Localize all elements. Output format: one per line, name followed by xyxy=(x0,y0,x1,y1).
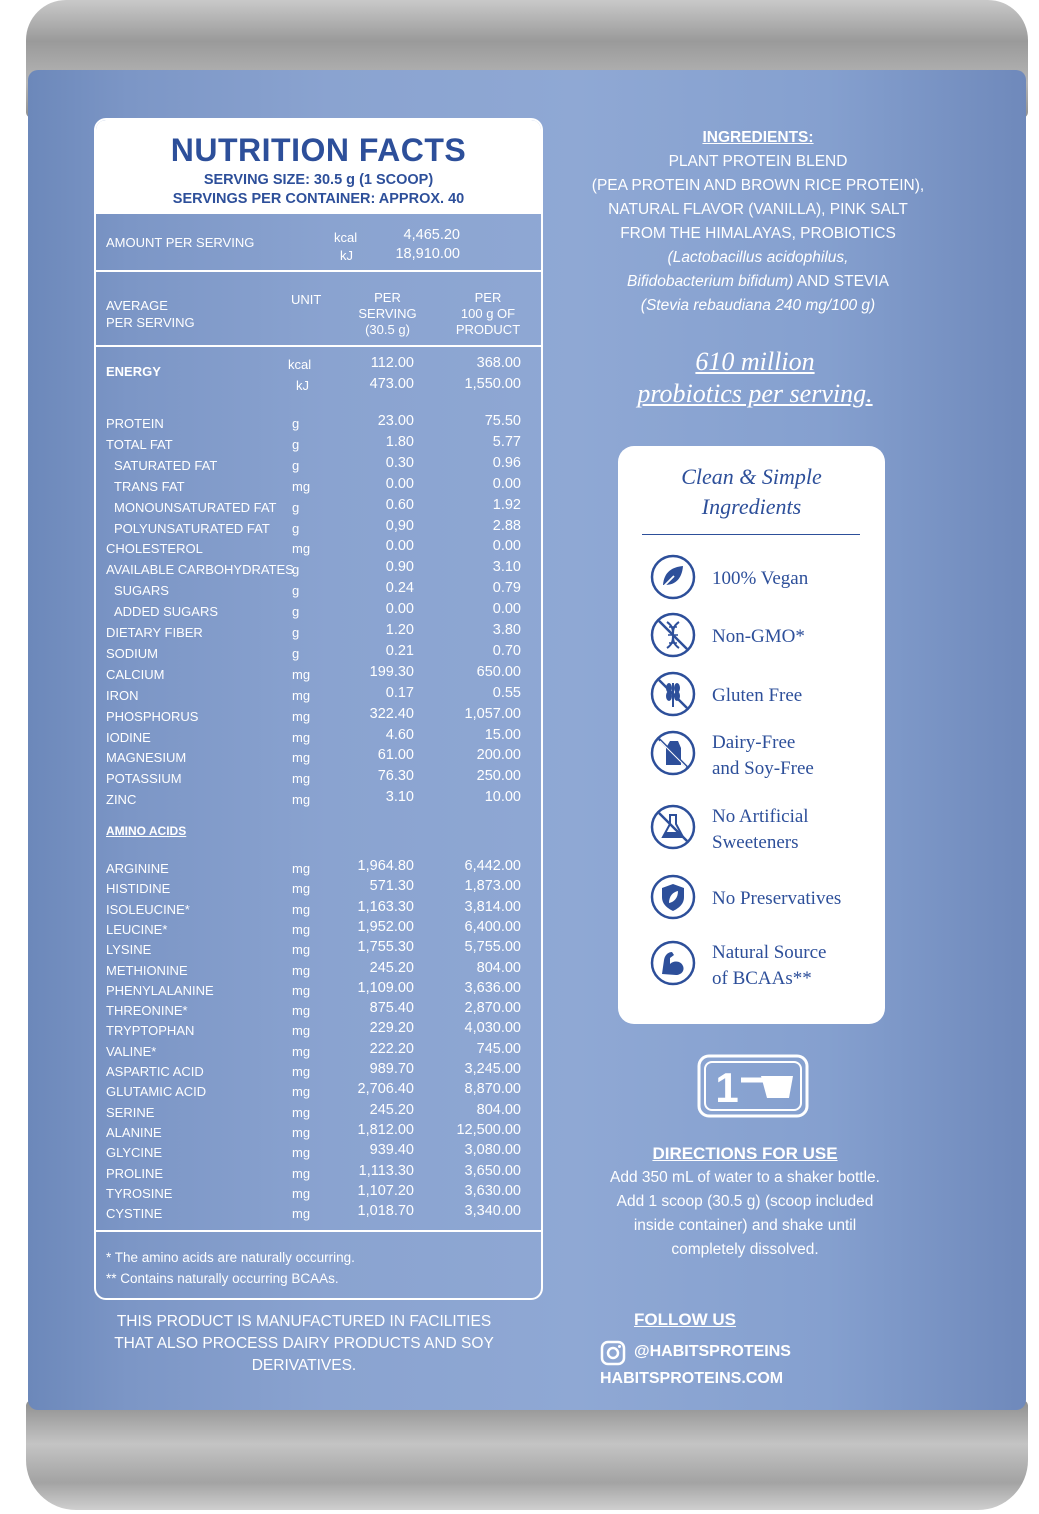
row-unit: mg xyxy=(292,921,311,937)
row-per-100g: 3,650.00 xyxy=(464,1162,521,1179)
row-per-100g: 804.00 xyxy=(476,1101,521,1118)
row-per-serving: 3.10 xyxy=(385,789,414,806)
ingredients-line: (Stevia rebaudiana 240 mg/100 g) xyxy=(640,297,876,314)
row-per-serving: 1,113.30 xyxy=(358,1162,414,1179)
instagram-icon xyxy=(600,1340,626,1366)
row-name: SODIUM xyxy=(106,645,158,661)
col-serving-g: (30.5 g) xyxy=(365,322,410,337)
row-unit: g xyxy=(292,457,300,473)
feature-label-line: Natural Source xyxy=(712,942,827,963)
nutrition-title: NUTRITION FACTS xyxy=(170,132,467,168)
row-unit: mg xyxy=(292,1145,311,1161)
row-per-serving: 989.70 xyxy=(369,1061,414,1077)
row-per-100g: 804.00 xyxy=(476,959,521,976)
row-per-serving: 222.20 xyxy=(369,1040,414,1057)
row-per-100g: 8,870.00 xyxy=(464,1081,521,1098)
probiotics-line: 610 million xyxy=(695,347,815,376)
col-per100-b: 100 g OF xyxy=(460,306,516,321)
row-per-serving: 2,706.40 xyxy=(357,1081,414,1098)
row-per-100g: 5.77 xyxy=(492,433,521,450)
amount-value-kcal: 4,465.20 xyxy=(403,227,460,243)
serving-size: SERVING SIZE: 30.5 g (1 SCOOP) xyxy=(203,172,434,188)
nutrition-facts-panel xyxy=(94,118,543,1300)
divider xyxy=(96,345,541,347)
divider xyxy=(96,270,541,272)
feature-vegan xyxy=(650,554,880,604)
row-unit: mg xyxy=(292,881,311,897)
nutrition-header xyxy=(96,120,541,214)
row-name: CYSTINE xyxy=(106,1206,163,1222)
energy-per100-kcal: 368.00 xyxy=(476,355,521,371)
ingredients-line: NATURAL FLAVOR (VANILLA), PINK SALT xyxy=(608,201,908,218)
feature-label xyxy=(712,804,809,856)
row-per-serving: 0.30 xyxy=(385,454,414,471)
row-name: PHENYLALANINE xyxy=(106,982,214,998)
row-name: ADDED SUGARS xyxy=(114,604,219,620)
row-per-100g: 3.80 xyxy=(492,622,521,638)
probiotics-line: probiotics per serving. xyxy=(637,379,873,408)
card-title-line: Clean & Simple xyxy=(681,464,822,489)
row-unit: mg xyxy=(292,901,311,917)
amount-unit-kj: kJ xyxy=(340,248,353,263)
row-name: PHOSPHORUS xyxy=(106,708,199,724)
row-name: AVAILABLE CARBOHYDRATES xyxy=(106,562,294,578)
row-per-100g: 3.10 xyxy=(492,559,521,576)
row-name: GLYCINE xyxy=(106,1145,163,1161)
feature-label: Non-GMO* xyxy=(712,626,805,647)
directions-line: completely dissolved. xyxy=(671,1241,819,1258)
shield-leaf-icon xyxy=(650,874,696,920)
row-unit: mg xyxy=(292,861,311,876)
row-unit: mg xyxy=(292,750,311,766)
row-name: PROLINE xyxy=(106,1165,164,1181)
row-unit: g xyxy=(292,416,300,431)
row-per-serving: 23.00 xyxy=(377,413,414,429)
feature-bcaas xyxy=(650,940,880,990)
feature-label xyxy=(712,730,814,782)
row-per-serving: 1,018.70 xyxy=(357,1203,414,1220)
amount-per-serving-label: AMOUNT PER SERVING xyxy=(106,235,255,250)
ingredients-line xyxy=(588,270,928,294)
row-per-100g: 0.96 xyxy=(492,454,521,471)
row-per-serving: 1,964.80 xyxy=(357,858,414,874)
row-per-serving: 4.60 xyxy=(385,726,414,743)
row-per-100g: 0.00 xyxy=(492,475,521,492)
feature-no-preservatives xyxy=(650,874,880,924)
row-per-100g: 15.00 xyxy=(484,726,521,743)
row-per-100g: 0.00 xyxy=(492,601,521,618)
row-unit: mg xyxy=(292,1124,311,1140)
row-per-100g: 0.55 xyxy=(492,684,521,701)
feature-dairy-soy-free xyxy=(650,730,880,780)
row-per-100g: 2,870.00 xyxy=(464,1000,521,1017)
row-name: POTASSIUM xyxy=(106,771,182,787)
row-per-serving: 875.40 xyxy=(369,1000,414,1017)
instagram-handle[interactable]: @HABITSPROTEINS xyxy=(634,1343,791,1360)
row-unit: g xyxy=(292,436,300,452)
feature-gluten-free xyxy=(650,671,880,721)
row-per-serving: 571.30 xyxy=(369,878,414,895)
row-unit: mg xyxy=(292,1206,311,1222)
feature-label-line: of BCAAs** xyxy=(712,968,812,989)
row-unit: mg xyxy=(292,1023,311,1039)
ingredients-line: (Lactobacillus acidophilus, xyxy=(667,249,849,266)
row-unit: g xyxy=(292,583,300,599)
row-unit: mg xyxy=(292,962,311,978)
row-unit: mg xyxy=(292,1043,311,1059)
energy-serving-kj: 473.00 xyxy=(369,376,414,392)
row-per-100g: 3,080.00 xyxy=(464,1142,521,1159)
card-divider xyxy=(642,534,860,535)
feature-label: 100% Vegan xyxy=(712,568,809,589)
row-name: POLYUNSATURATED FAT xyxy=(114,520,270,536)
row-unit: mg xyxy=(292,942,311,958)
row-per-100g: 3,630.00 xyxy=(464,1182,521,1199)
row-per-serving: 229.20 xyxy=(369,1020,414,1037)
flask-crossed-icon xyxy=(650,804,696,850)
row-unit: mg xyxy=(292,771,311,787)
row-name: THREONINE* xyxy=(106,1003,188,1019)
row-name: DIETARY FIBER xyxy=(106,625,203,640)
muscle-arm-icon xyxy=(650,940,696,986)
milk-carton-crossed-icon xyxy=(650,730,696,776)
row-per-serving: 0.21 xyxy=(385,642,414,659)
row-per-100g: 1,873.00 xyxy=(464,878,521,895)
row-per-100g: 0.70 xyxy=(492,642,521,659)
leaf-icon xyxy=(650,554,696,600)
feature-label xyxy=(712,940,826,992)
row-name: ARGININE xyxy=(106,861,169,876)
row-per-100g: 75.50 xyxy=(484,413,521,429)
row-per-serving: 0.24 xyxy=(385,580,414,597)
directions-line: Add 350 mL of water to a shaker bottle. xyxy=(610,1169,880,1186)
row-name: SERINE xyxy=(106,1104,155,1120)
row-per-serving: 199.30 xyxy=(369,663,414,680)
feature-label-line: Sweeteners xyxy=(712,832,799,853)
amount-unit-kcal: kcal xyxy=(334,230,358,245)
row-unit: mg xyxy=(292,1064,311,1079)
row-per-serving: 0.17 xyxy=(385,684,414,701)
row-per-serving: 1,163.30 xyxy=(357,898,414,915)
row-per-serving: 0,90 xyxy=(385,517,414,534)
row-per-100g: 3,245.00 xyxy=(464,1061,521,1077)
row-unit: mg xyxy=(292,687,311,703)
card-title-line: Ingredients xyxy=(701,494,802,519)
row-per-100g: 0.79 xyxy=(492,580,521,597)
row-unit: mg xyxy=(292,1165,311,1181)
feature-non-gmo xyxy=(650,612,880,662)
row-name: ISOLEUCINE* xyxy=(106,901,190,917)
row-per-serving: 1,755.30 xyxy=(357,939,414,956)
row-unit: g xyxy=(292,562,300,578)
row-name: SATURATED FAT xyxy=(114,457,218,473)
divider xyxy=(96,1230,541,1232)
energy-serving-kcal: 112.00 xyxy=(370,355,414,371)
col-serving: SERVING xyxy=(358,306,417,321)
row-per-100g: 650.00 xyxy=(476,663,521,680)
feature-label: Gluten Free xyxy=(712,685,803,706)
clean-simple-card xyxy=(618,446,885,1024)
row-unit: mg xyxy=(292,792,311,808)
row-name: METHIONINE xyxy=(106,962,188,978)
energy-label: ENERGY xyxy=(106,364,161,379)
row-name: MONOUNSATURATED FAT xyxy=(114,499,277,515)
row-per-serving: 0.60 xyxy=(385,496,414,513)
row-per-serving: 0.90 xyxy=(385,559,414,576)
scoop-number: 1 xyxy=(715,1064,739,1111)
row-name: HISTIDINE xyxy=(106,881,171,897)
row-unit: g xyxy=(292,604,300,620)
row-name: GLUTAMIC ACID xyxy=(106,1084,207,1100)
row-per-100g: 4,030.00 xyxy=(464,1020,521,1037)
row-per-serving: 939.40 xyxy=(369,1142,414,1159)
row-name: CHOLESTEROL xyxy=(106,541,203,557)
ingredients-block xyxy=(588,126,928,318)
ingredients-line: (PEA PROTEIN AND BROWN RICE PROTEIN), xyxy=(591,177,925,194)
row-per-100g: 745.00 xyxy=(476,1040,521,1057)
row-per-100g: 6,442.00 xyxy=(464,858,521,874)
row-per-serving: 1,107.20 xyxy=(357,1182,414,1199)
row-name: TRANS FAT xyxy=(114,478,185,494)
directions-title: DIRECTIONS FOR USE xyxy=(652,1144,838,1163)
row-per-serving: 245.20 xyxy=(369,1101,414,1118)
row-per-100g: 0.00 xyxy=(492,538,521,555)
row-name: LEUCINE* xyxy=(106,921,168,937)
row-unit: mg xyxy=(292,1104,311,1120)
row-name: VALINE* xyxy=(106,1043,157,1059)
row-unit: mg xyxy=(292,478,311,494)
dna-crossed-icon xyxy=(650,612,696,658)
amount-value-kj: 18,910.00 xyxy=(395,246,460,262)
ingredients-title: INGREDIENTS: xyxy=(702,129,814,146)
row-name: CALCIUM xyxy=(106,666,165,682)
feature-label: No Preservatives xyxy=(712,888,842,909)
wheat-crossed-icon xyxy=(650,671,696,717)
row-per-serving: 61.00 xyxy=(377,747,414,764)
row-name: ASPARTIC ACID xyxy=(106,1064,204,1079)
row-per-100g: 6,400.00 xyxy=(464,918,521,935)
ingredients-stevia: AND STEVIA xyxy=(793,273,889,290)
feature-no-artificial-sweeteners xyxy=(650,804,880,854)
row-unit: mg xyxy=(292,982,311,998)
row-unit: mg xyxy=(292,729,311,745)
row-per-100g: 12,500.00 xyxy=(456,1121,521,1138)
row-per-serving: 0.00 xyxy=(385,601,414,618)
ingredients-line: FROM THE HIMALAYAS, PROBIOTICS xyxy=(620,225,896,242)
row-name: MAGNESIUM xyxy=(106,750,187,766)
footnote-bcaa: ** Contains naturally occurring BCAAs. xyxy=(106,1271,339,1286)
row-name: PROTEIN xyxy=(106,416,164,431)
row-per-100g: 3,340.00 xyxy=(464,1203,521,1220)
row-unit: mg xyxy=(292,708,311,724)
row-name: ALANINE xyxy=(106,1124,162,1140)
row-name: LYSINE xyxy=(106,942,152,958)
col-unit: UNIT xyxy=(291,292,322,307)
directions-line: Add 1 scoop (30.5 g) (scoop included xyxy=(616,1193,874,1210)
row-unit: mg xyxy=(292,1084,311,1100)
footnote-amino: * The amino acids are naturally occurring. xyxy=(106,1250,355,1265)
row-name: SUGARS xyxy=(114,583,169,599)
feature-label-line: No Artificial xyxy=(712,806,809,827)
row-per-100g: 10.00 xyxy=(484,789,521,806)
row-unit: g xyxy=(292,520,300,536)
row-per-100g: 5,755.00 xyxy=(464,939,521,956)
row-per-100g: 1,057.00 xyxy=(464,705,521,722)
row-unit: mg xyxy=(292,1003,311,1019)
row-name: TRYPTOPHAN xyxy=(106,1023,195,1039)
directions-block xyxy=(590,1142,900,1262)
can-base xyxy=(26,1400,1028,1510)
col-average: AVERAGE xyxy=(106,298,168,313)
row-per-100g: 250.00 xyxy=(476,768,521,785)
follow-us-label: FOLLOW US xyxy=(634,1310,736,1329)
row-unit: g xyxy=(292,499,300,515)
row-name: TYROSINE xyxy=(106,1185,173,1201)
row-name: IRON xyxy=(106,687,139,703)
row-per-serving: 1.20 xyxy=(385,622,414,638)
probiotics-claim xyxy=(600,346,910,410)
energy-per100-kj: 1,550.00 xyxy=(464,376,521,392)
row-per-serving: 322.40 xyxy=(369,705,414,722)
row-per-serving: 1.80 xyxy=(385,433,414,450)
col-per-serving: PER SERVING xyxy=(106,315,195,330)
row-per-serving: 0.00 xyxy=(385,538,414,555)
servings-per-container: SERVINGS PER CONTAINER: APPROX. 40 xyxy=(172,191,465,207)
website-link[interactable]: HABITSPROTEINS.COM xyxy=(600,1370,784,1387)
row-per-serving: 1,109.00 xyxy=(357,979,414,996)
energy-unit-kcal: kcal xyxy=(288,357,312,372)
row-per-serving: 0.00 xyxy=(385,475,414,492)
row-per-100g: 3,636.00 xyxy=(464,979,521,996)
row-per-100g: 2.88 xyxy=(492,517,521,534)
row-per-serving: 245.20 xyxy=(369,959,414,976)
scoop-icon xyxy=(697,1054,809,1118)
row-per-100g: 200.00 xyxy=(476,747,521,764)
row-unit: mg xyxy=(292,666,311,682)
feature-label-line: and Soy-Free xyxy=(712,758,814,779)
row-per-100g: 1.92 xyxy=(492,496,521,513)
directions-line: inside container) and shake until xyxy=(633,1217,857,1234)
ingredients-species: Bifidobacterium bifidum) xyxy=(627,273,794,290)
row-per-serving: 1,952.00 xyxy=(357,918,414,935)
row-per-100g: 3,814.00 xyxy=(464,898,521,915)
ingredients-line: PLANT PROTEIN BLEND xyxy=(668,153,848,170)
row-per-serving: 76.30 xyxy=(377,768,414,785)
row-unit: g xyxy=(292,625,300,640)
feature-label-line: Dairy-Free xyxy=(712,732,796,753)
facility-allergen-note: THIS PRODUCT IS MANUFACTURED IN FACILITIES THAT ALSO PROCESS DAIRY PRODUCTS AND SOY DERIVATIVES. xyxy=(114,1313,494,1374)
row-unit: mg xyxy=(292,1185,311,1201)
row-name: TOTAL FAT xyxy=(106,436,173,452)
amino-acids-title: AMINO ACIDS xyxy=(106,824,187,838)
energy-unit-kj: kJ xyxy=(296,378,309,393)
card-title xyxy=(618,462,885,522)
row-unit: g xyxy=(292,645,300,661)
col-per100-c: PRODUCT xyxy=(455,322,521,337)
row-name: IODINE xyxy=(106,729,151,745)
col-per100-a: PER xyxy=(474,290,502,305)
col-per: PER xyxy=(374,290,401,305)
row-name: ZINC xyxy=(106,792,137,808)
row-unit: mg xyxy=(292,541,311,557)
row-per-serving: 1,812.00 xyxy=(357,1121,414,1138)
